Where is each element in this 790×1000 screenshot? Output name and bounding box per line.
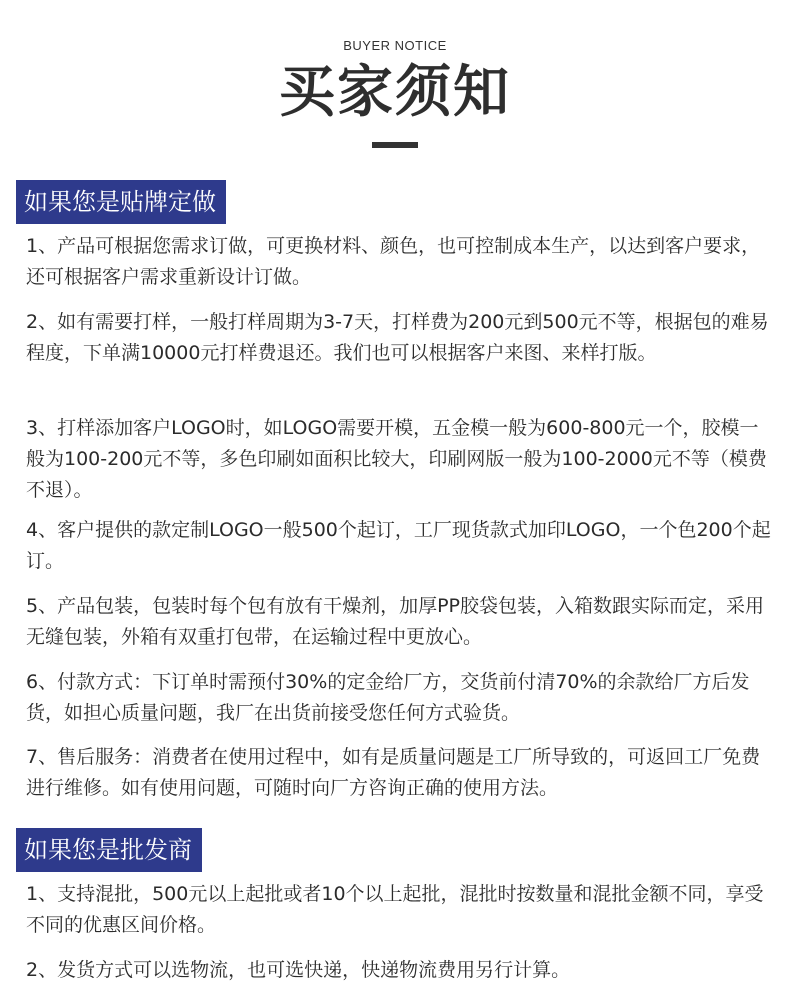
list-item: 1、支持混批，500元以上起批或者10个以上起批，混批时按数量和混批金额不同，享受不同的优惠区间价格。: [26, 883, 764, 936]
list-item: 2、发货方式可以选物流，也可选快递，快递物流费用另行计算。: [26, 959, 571, 981]
list-item: 3、打样添加客户LOGO时，如LOGO需要开模，五金模一般为600-800元一个，胶模一般为100-200元不等，多色印刷如面积比较大，印刷网版一般为100-2000元不等（模费不退）。: [26, 417, 767, 501]
list-item: 7、售后服务：消费者在使用过程中，如有是质量问题是工厂所导致的，可返回工厂免费进行维修。如有使用问题，可随时向厂方咨询正确的使用方法。: [26, 746, 761, 799]
list-item: 6、付款方式：下订单时需预付30%的定金给厂方，交货前付清70%的余款给厂方后发货，如担心质量问题，我厂在出货前接受您任何方式验货。: [26, 671, 750, 724]
page-title: 买家须知: [279, 60, 511, 125]
page-subtitle: BUYER NOTICE: [343, 38, 447, 53]
list-item: 5、产品包装，包装时每个包有放有干燥剂，加厚PP胶袋包装，入箱数跟实际而定，采用无缝包装，外箱有双重打包带，在运输过程中更放心。: [26, 595, 765, 648]
section-heading-wholesale: 如果您是批发商: [16, 828, 202, 872]
list-item: 4、客户提供的款定制LOGO一般500个起订，工厂现货款式加印LOGO，一个色200个起订。: [26, 519, 771, 572]
title-underline: [372, 142, 418, 148]
list-item: 1、产品可根据您需求订做，可更换材料、颜色，也可控制成本生产，以达到客户要求，还可根据客户需求重新设计订做。: [26, 235, 761, 288]
section-heading-oem: 如果您是贴牌定做: [16, 180, 226, 224]
list-item: 2、如有需要打样，一般打样周期为3-7天，打样费为200元到500元不等，根据包的难易程度，下单满10000元打样费退还。我们也可以根据客户来图、来样打版。: [26, 311, 769, 364]
